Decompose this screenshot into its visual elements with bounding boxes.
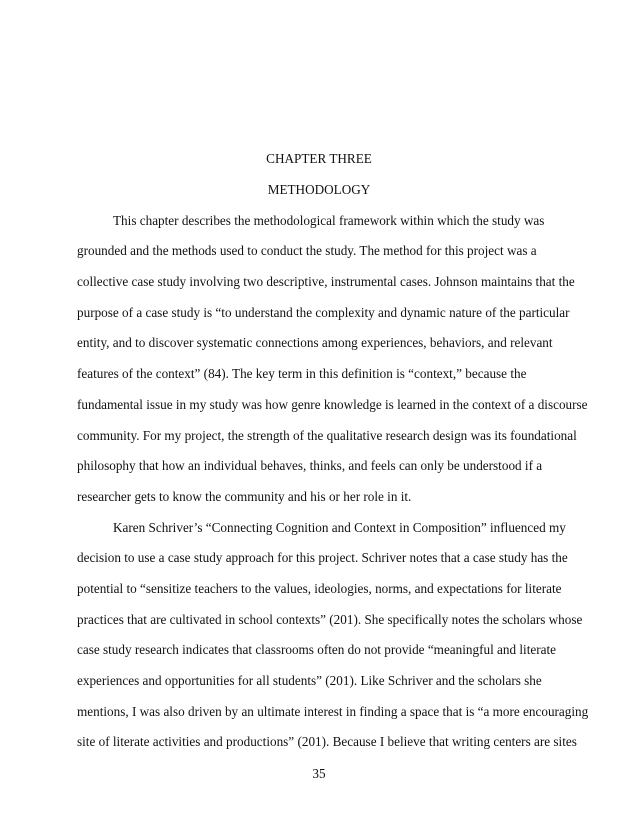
paragraph-2-line-2: decision to use a case study approach for this project. Schriver notes that a case study has the [77,550,568,565]
paragraph-2-line-5: case study research indicates that classrooms often do not provide “meaningful and literate [77,642,556,657]
paragraph-1-line-7: fundamental issue in my study was how genre knowledge is learned in the context of a discourse [77,397,588,412]
paragraph-2-line-1: Karen Schriver’s “Connecting Cognition and Context in Composition” influenced my [113,520,566,535]
paragraph-1-line-10: researcher gets to know the community and his or her role in it. [77,489,412,504]
paragraph-2-line-7: mentions, I was also driven by an ultimate interest in finding a space that is “a more encouraging [77,704,589,719]
chapter-title: METHODOLOGY [267,182,371,197]
page-number: 35 [312,766,326,781]
paragraph-1-line-9: philosophy that how an individual behaves, thinks, and feels can only be understood if a [77,458,543,473]
chapter-heading: CHAPTER THREE [266,151,372,166]
paragraph-1-line-8: community. For my project, the strength of the qualitative research design was its foundational [77,428,577,443]
paragraph-1-line-5: entity, and to discover systematic connections among experiences, behaviors, and relevant [77,335,553,350]
paragraph-1-line-6: features of the context” (84). The key term in this definition is “context,” because the [77,366,527,381]
paragraph-2-line-6: experiences and opportunities for all students” (201). Like Schriver and the scholars she [77,673,542,688]
paragraph-2-line-3: potential to “sensitize teachers to the values, ideologies, norms, and expectations for literate [77,581,562,596]
paragraph-2-line-8: site of literate activities and productions” (201). Because I believe that writing centers are sites [77,734,577,749]
paragraph-1-line-2: grounded and the methods used to conduct the study. The method for this project was a [77,243,537,258]
paragraph-2-line-4: practices that are cultivated in school contexts” (201). She specifically notes the scholars whose [77,612,583,627]
paragraph-1-line-1: This chapter describes the methodological framework within which the study was [113,213,545,228]
paragraph-1-line-4: purpose of a case study is “to understand the complexity and dynamic nature of the particular [77,305,570,320]
paragraph-1-line-3: collective case study involving two descriptive, instrumental cases. Johnson maintains that the [77,274,575,289]
